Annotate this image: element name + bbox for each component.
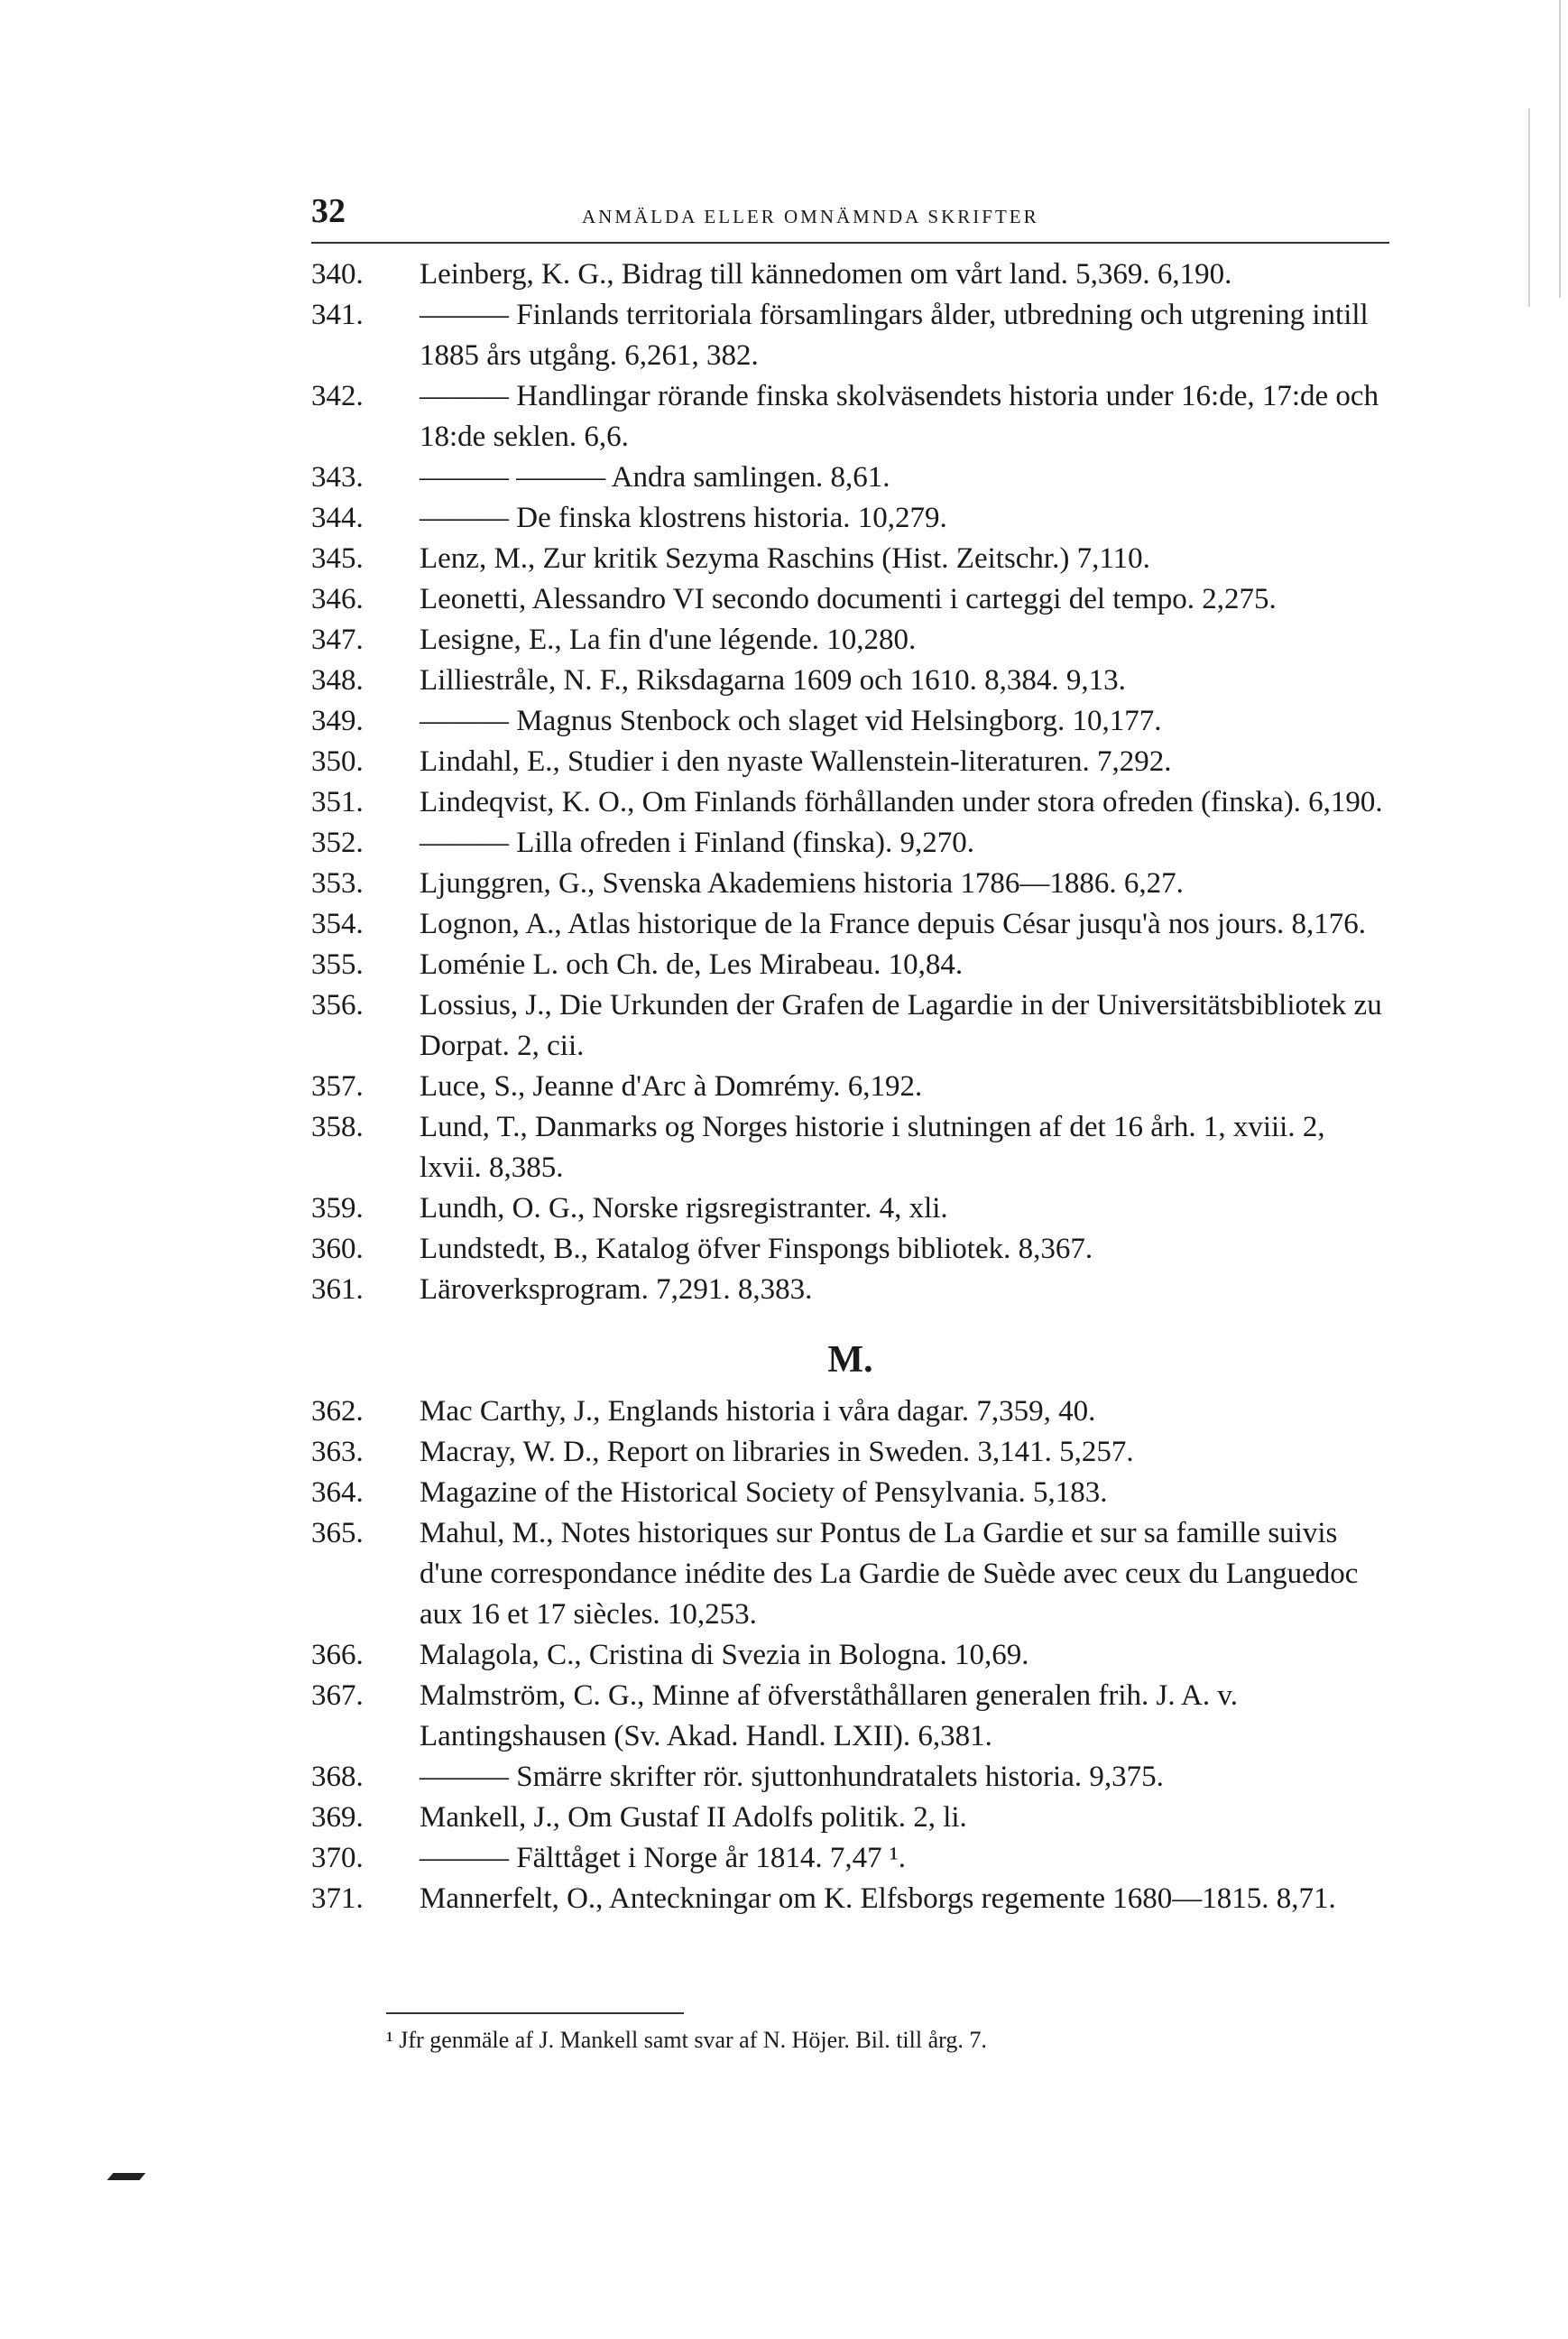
list-item (311, 1270, 1389, 1310)
entry-list (311, 254, 1389, 1919)
page-number: 32 (311, 192, 346, 230)
entry-number: 370. (311, 1842, 364, 1874)
list-item (311, 620, 1389, 661)
entry-text: Lindeqvist, K. O., Om Finlands förhållanden under stora ofreden (finska). 6,190. (420, 786, 1383, 818)
list-item (311, 742, 1389, 782)
list-item (311, 782, 1389, 823)
entry-number: 356. (311, 989, 364, 1022)
list-item (311, 1067, 1389, 1107)
entry-text: Lindahl, E., Studier i den nyaste Wallenstein-literaturen. 7,292. (420, 745, 1172, 778)
entry-number: 341. (311, 299, 364, 331)
list-item (311, 498, 1389, 539)
footnote-rule (386, 2012, 684, 2014)
entry-number: 351. (311, 786, 364, 818)
running-title: ANMÄLDA ELLER OMNÄMNDA SKRIFTER (582, 206, 1039, 227)
entry-number: 361. (311, 1273, 364, 1306)
entry-number: 353. (311, 867, 364, 900)
entry-text: ——— Magnus Stenbock och slaget vid Helsingborg. 10,177. (420, 705, 1162, 737)
entry-number: 342. (311, 380, 364, 412)
entry-text: ——— Handlingar rörande finska skolväsendets historia under 16:de, 17:de och 18:de seklen. 6,6. (420, 380, 1379, 453)
list-item (311, 579, 1389, 620)
entry-number: 344. (311, 502, 364, 534)
list-item (311, 1188, 1389, 1229)
header-rule (311, 242, 1389, 244)
entry-number: 345. (311, 542, 364, 575)
list-item (311, 1798, 1389, 1838)
list-item (311, 376, 1389, 458)
list-item (311, 701, 1389, 742)
list-item (311, 539, 1389, 579)
list-item (311, 1676, 1389, 1757)
entry-text: ——— De finska klostrens historia. 10,279. (420, 502, 947, 534)
page-header (311, 191, 1389, 236)
list-item (311, 1513, 1389, 1635)
list-item (311, 864, 1389, 904)
list-item (311, 1107, 1389, 1188)
entry-text: ——— Finlands territoriala församlingars ålder, utbredning och utgrening intill 1885 års utgång. 6,261, 382. (420, 299, 1369, 372)
entry-number: 359. (311, 1192, 364, 1225)
entry-text: Malagola, C., Cristina di Svezia in Bologna. 10,69. (420, 1639, 1029, 1671)
entry-text: ——— Lilla ofreden i Finland (finska). 9,270. (420, 827, 974, 859)
entry-number: 364. (311, 1476, 364, 1509)
list-item (311, 823, 1389, 864)
entry-number: 347. (311, 624, 364, 656)
entry-number: 346. (311, 583, 364, 615)
list-item (311, 661, 1389, 701)
list-item (311, 1473, 1389, 1513)
entry-number: 340. (311, 258, 364, 291)
entry-text: Lund, T., Danmarks og Norges historie i slutningen af det 16 årh. 1, xviii. 2, lxvii. 8,385. (420, 1111, 1325, 1184)
entry-text: Lundh, O. G., Norske rigsregistranter. 4, xli. (420, 1192, 948, 1225)
scan-edge (1559, 0, 1561, 298)
scan-mark (107, 2173, 146, 2180)
entry-text: ——— Fälttåget i Norge år 1814. 7,47 ¹. (420, 1842, 907, 1874)
list-item (311, 1391, 1389, 1432)
entry-text: Mahul, M., Notes historiques sur Pontus de La Gardie et sur sa famille suivis d'une correspondance inédite des La Gardie de Suède avec ceux du Languedoc aux 16 et 17 siècles. 10,253. (420, 1517, 1359, 1631)
footnote: ¹ Jfr genmäle af J. Mankell samt svar af N. Höjer. Bil. till årg. 7. (386, 2027, 987, 2053)
entry-text: Macray, W. D., Report on libraries in Sweden. 3,141. 5,257. (420, 1436, 1134, 1468)
entry-text: Luce, S., Jeanne d'Arc à Domrémy. 6,192. (420, 1070, 923, 1103)
entry-text: Lossius, J., Die Urkunden der Grafen de Lagardie in der Universitätsbibliotek zu Dorpat. 2, cii. (420, 989, 1382, 1062)
entry-number: 369. (311, 1801, 364, 1834)
entry-text: Lenz, M., Zur kritik Sezyma Raschins (Hist. Zeitschr.) 7,110. (420, 542, 1150, 575)
list-item (311, 254, 1389, 295)
entry-number: 371. (311, 1882, 364, 1915)
entry-number: 354. (311, 908, 364, 940)
entry-text: Lundstedt, B., Katalog öfver Finspongs bibliotek. 8,367. (420, 1233, 1093, 1265)
section-letter-heading: M. (827, 1339, 873, 1381)
entry-number: 360. (311, 1233, 364, 1265)
entry-text: Mac Carthy, J., Englands historia i våra dagar. 7,359, 40. (420, 1395, 1096, 1428)
entry-number: 350. (311, 745, 364, 778)
entry-text: Magazine of the Historical Society of Pensylvania. 5,183. (420, 1476, 1108, 1509)
list-item (311, 1229, 1389, 1270)
entry-number: 357. (311, 1070, 364, 1103)
entry-text: Lilliestråle, N. F., Riksdagarna 1609 och 1610. 8,384. 9,13. (420, 664, 1126, 697)
entry-number: 349. (311, 705, 364, 737)
entry-text: ——— ——— Andra samlingen. 8,61. (420, 461, 890, 494)
entry-text: Lognon, A., Atlas historique de la France depuis César jusqu'à nos jours. 8,176. (420, 908, 1366, 940)
list-item (311, 295, 1389, 376)
entry-text: Ljunggren, G., Svenska Akademiens historia 1786—1886. 6,27. (420, 867, 1184, 900)
entry-text: Läroverksprogram. 7,291. 8,383. (420, 1273, 813, 1306)
list-item (311, 985, 1389, 1067)
entry-text: Leonetti, Alessandro VI secondo documenti i carteggi del tempo. 2,275. (420, 583, 1277, 615)
entry-text: Loménie L. och Ch. de, Les Mirabeau. 10,84. (420, 948, 964, 981)
list-item (311, 1432, 1389, 1473)
list-item (311, 1879, 1389, 1919)
entry-number: 358. (311, 1111, 364, 1143)
entry-number: 348. (311, 664, 364, 697)
list-item (311, 945, 1389, 985)
list-item (311, 1757, 1389, 1798)
entry-number: 367. (311, 1679, 364, 1712)
entry-number: 365. (311, 1517, 364, 1549)
list-item (311, 1635, 1389, 1676)
scan-edge-inner (1528, 108, 1530, 307)
entry-number: 363. (311, 1436, 364, 1468)
entry-text: Mankell, J., Om Gustaf II Adolfs politik. 2, li. (420, 1801, 967, 1834)
entry-text: Lesigne, E., La fin d'une légende. 10,280. (420, 624, 917, 656)
entry-number: 343. (311, 461, 364, 494)
entry-number: 368. (311, 1761, 364, 1793)
entry-number: 366. (311, 1639, 364, 1671)
list-item (311, 458, 1389, 498)
entry-text: Malmström, C. G., Minne af öfverståthållaren generalen frih. J. A. v. Lantingshausen (Sv. Akad. Handl. LXII). 6,381. (420, 1679, 1238, 1752)
list-item (311, 904, 1389, 945)
entry-number: 352. (311, 827, 364, 859)
entry-number: 362. (311, 1395, 364, 1428)
list-item (311, 1838, 1389, 1879)
entry-text: ——— Smärre skrifter rör. sjuttonhundratalets historia. 9,375. (420, 1761, 1164, 1793)
entry-number: 355. (311, 948, 364, 981)
entry-text: Mannerfelt, O., Anteckningar om K. Elfsborgs regemente 1680—1815. 8,71. (420, 1882, 1336, 1915)
entry-text: Leinberg, K. G., Bidrag till kännedomen om vårt land. 5,369. 6,190. (420, 258, 1232, 291)
